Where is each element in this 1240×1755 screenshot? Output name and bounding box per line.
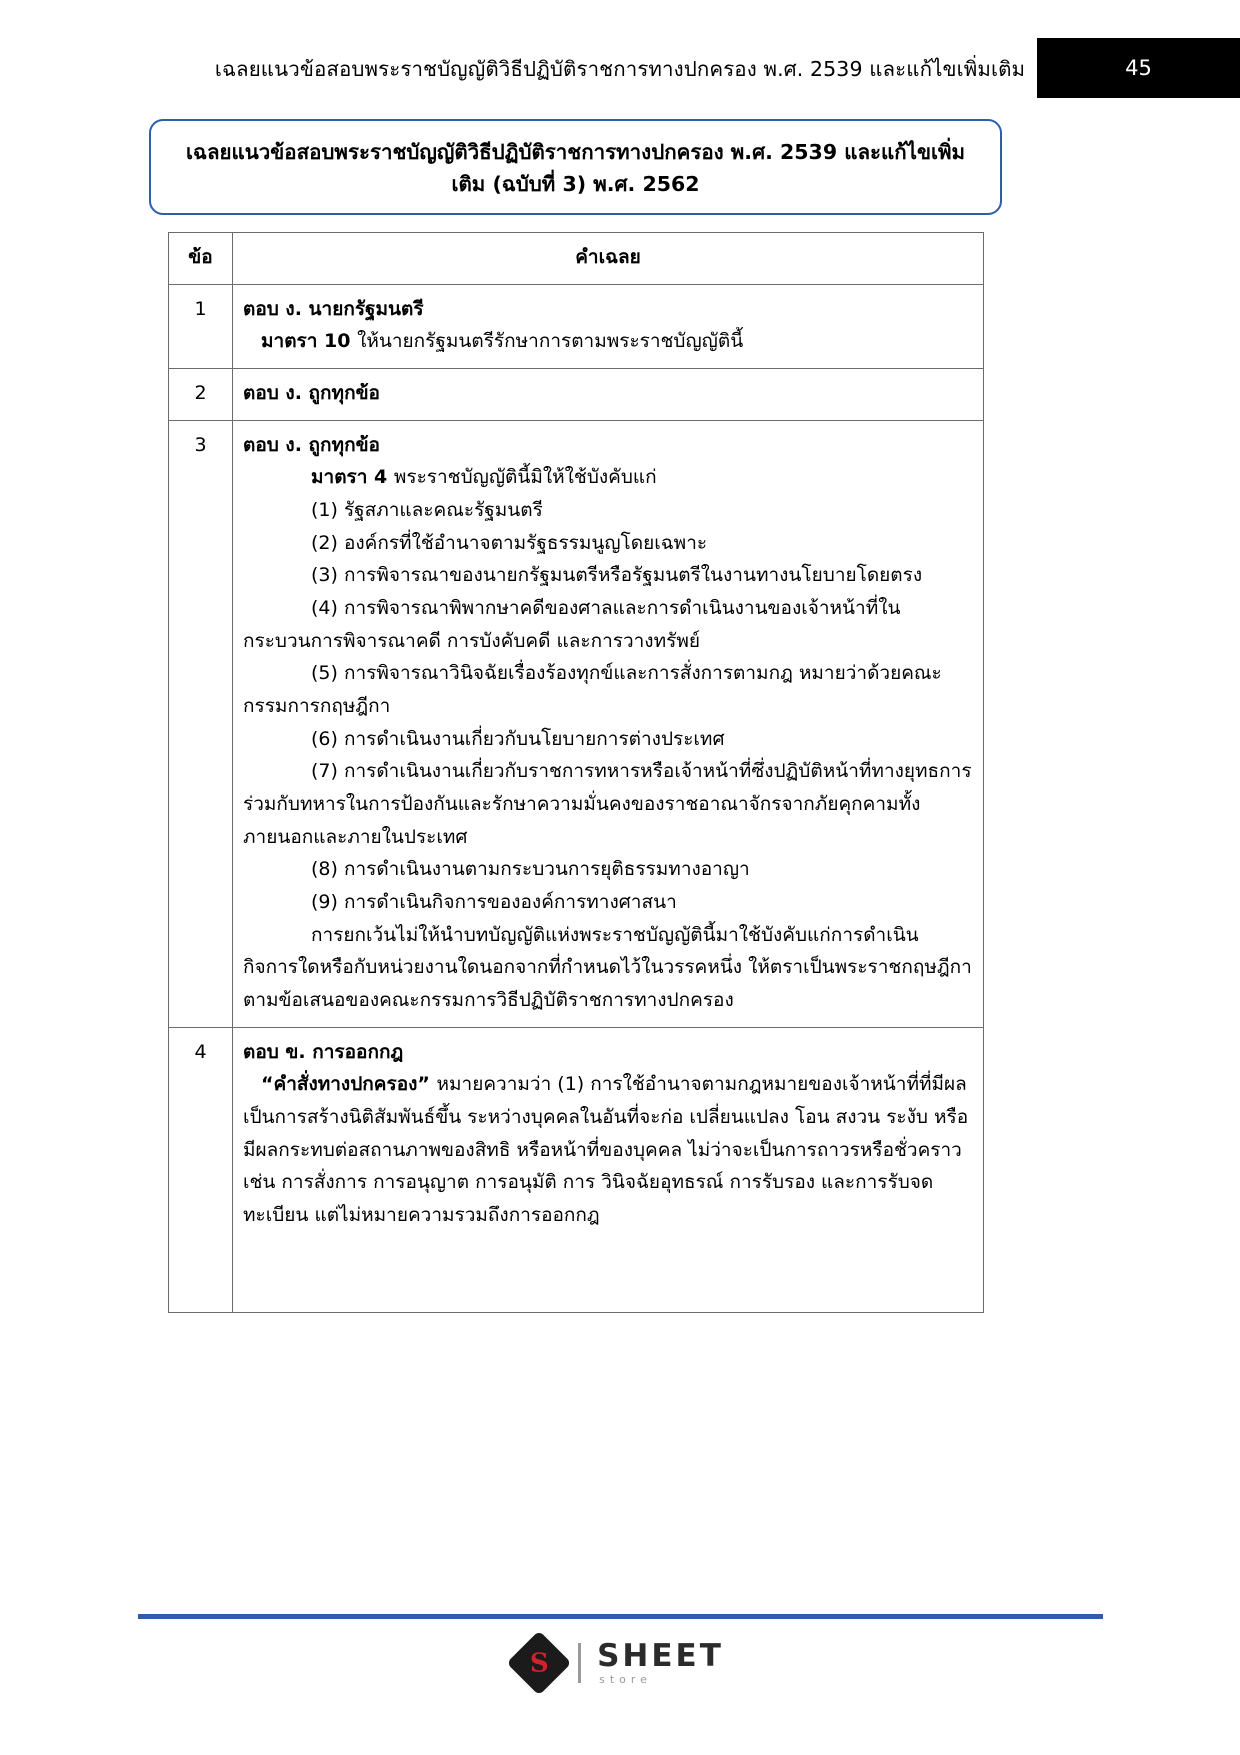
footer-logo [0,1640,1240,1686]
logo-subtitle: store [599,1673,652,1686]
answer-line-text: (9) การดำเนินกิจการขององค์การทางศาสนา [311,891,677,914]
running-header-title: เฉลยแนวข้อสอบพระราชบัญญัติวิธีปฏิบัติราชการทางปกครอง พ.ศ. 2539 และแก้ไขเพิ่มเติม [214,57,1026,81]
cell-trailing-space [243,1232,973,1302]
answer-line-text: (5) การพิจารณาวินิจฉัยเรื่องร้องทุกข์และการสั่งการตามกฎ หมายว่าด้วยคณะกรรมการกฤษฎีกา [243,662,942,718]
answer-line [243,919,973,1017]
column-header-answer: คำเฉลย [233,233,984,285]
answer-line [243,657,973,722]
answer-line [243,886,973,919]
row-number: 3 [169,420,233,1027]
page-number: 45 [1125,56,1152,80]
answer-line-text: (7) การดำเนินงานเกี่ยวกับราชการทหารหรือเจ้าหน้าที่ซึ่งปฏิบัติหน้าที่ทางยุทธการร่วมกับทหารในการป้องกันและรักษาความมั่นคงของราชอาณาจักรจากภัยคุกคามทั้งภายนอกและภายในประเทศ [243,760,972,848]
column-header-no: ข้อ [169,233,233,285]
page-header [0,0,1240,105]
footer-divider [138,1614,1103,1619]
answer-line-emphasis: มาตรา 4 [311,466,394,489]
table-row [169,369,984,421]
answer-choice: ตอบ ง. นายกรัฐมนตรี [243,297,424,320]
answer-line-text: (8) การดำเนินงานตามกระบวนการยุติธรรมทางอาญา [311,858,750,881]
answer-line [243,853,973,886]
document-title-card [149,119,1002,215]
row-number: 2 [169,369,233,421]
answer-line-text: (4) การพิจารณาพิพากษาคดีของศาลและการดำเนินงานของเจ้าหน้าที่ในกระบวนการพิจารณาคดี การบังคับคดี และการวางทรัพย์ [243,597,901,652]
answer-line [243,723,973,756]
answer-line [243,559,973,592]
row-number: 4 [169,1027,233,1312]
answer-choice: ตอบ ง. ถูกทุกข้อ [243,433,380,456]
answer-line-text: ให้นายกรัฐมนตรีรักษาการตามพระราชบัญญัตินี้ [357,330,744,353]
answer-line [243,461,973,494]
answer-line [243,527,973,560]
row-answer-cell [233,369,984,421]
answer-line [243,325,973,358]
answer-line-text: (6) การดำเนินงานเกี่ยวกับนโยบายการต่างประเทศ [311,727,725,750]
document-title: เฉลยแนวข้อสอบพระราชบัญญัติวิธีปฏิบัติราชการทางปกครอง พ.ศ. 2539 และแก้ไขเพิ่มเติม (ฉบับที่ 3) พ.ศ. 2562 [185,140,965,196]
table-header-row [169,233,984,285]
answer-line [243,494,973,527]
logo-diamond-icon [507,1630,572,1695]
table-row [169,284,984,368]
logo-letter: S [529,1648,549,1678]
table-row [169,420,984,1027]
row-answer-cell [233,1027,984,1312]
answer-choice: ตอบ ข. การออกกฎ [243,1040,404,1063]
answer-line [243,755,973,853]
answer-line-text: หมายความว่า (1) การใช้อำนาจตามกฎหมายของเจ้าหน้าที่ที่มีผลเป็นการสร้างนิติสัมพันธ์ขึ้น ระหว่างบุคคลในอันที่จะก่อ เปลี่ยนแปลง โอน สงวน ระงับ หรือมีผลกระทบต่อสถานภาพของสิทธิ หรือหน้าที่ของบุคคล ไม่ว่าจะเป็นการถาวรหรือชั่วคราว เช่น การสั่งการ การอนุญาต การอนุมัติ การ วินิจฉัยอุทธรณ์ การรับรอง และการรับจดทะเบียน แต่ไม่หมายความรวมถึงการออกกฎ [243,1073,969,1227]
row-answer-cell [233,284,984,368]
answer-line-emphasis: “คำสั่งทางปกครอง” [261,1073,437,1096]
answer-line-text: การยกเว้นไม่ให้นำบทบัญญัติแห่งพระราชบัญญัตินี้มาใช้บังคับแก่การดำเนินกิจการใดหรือกับหน่วยงานใดนอกจากที่กำหนดไว้ในวรรคหนึ่ง ให้ตราเป็นพระราชกฤษฎีกาตามข้อเสนอของคณะกรรมการวิธีปฏิบัติราชการทางปกครอง [243,923,972,1012]
logo-name: SHEET [597,1638,724,1674]
answer-line [243,592,973,657]
answer-line [243,1068,973,1231]
logo-separator [578,1643,581,1683]
table-row [169,1027,984,1312]
page-number-badge [1037,38,1240,98]
logo-wordmark [597,1638,724,1686]
answer-line-emphasis: มาตรา 10 [261,330,358,353]
answer-line-text: (2) องค์กรที่ใช้อำนาจตามรัฐธรรมนูญโดยเฉพาะ [311,531,708,554]
answer-line-text: (1) รัฐสภาและคณะรัฐมนตรี [311,499,543,522]
row-number: 1 [169,284,233,368]
answer-line-text: พระราชบัญญัตินี้มิให้ใช้บังคับแก่ [393,466,657,489]
answer-choice: ตอบ ง. ถูกทุกข้อ [243,382,380,405]
answer-line-text: (3) การพิจารณาของนายกรัฐมนตรีหรือรัฐมนตรีในงานทางนโยบายโดยตรง [311,564,923,587]
answer-key-table [168,232,984,1313]
row-answer-cell [233,420,984,1027]
